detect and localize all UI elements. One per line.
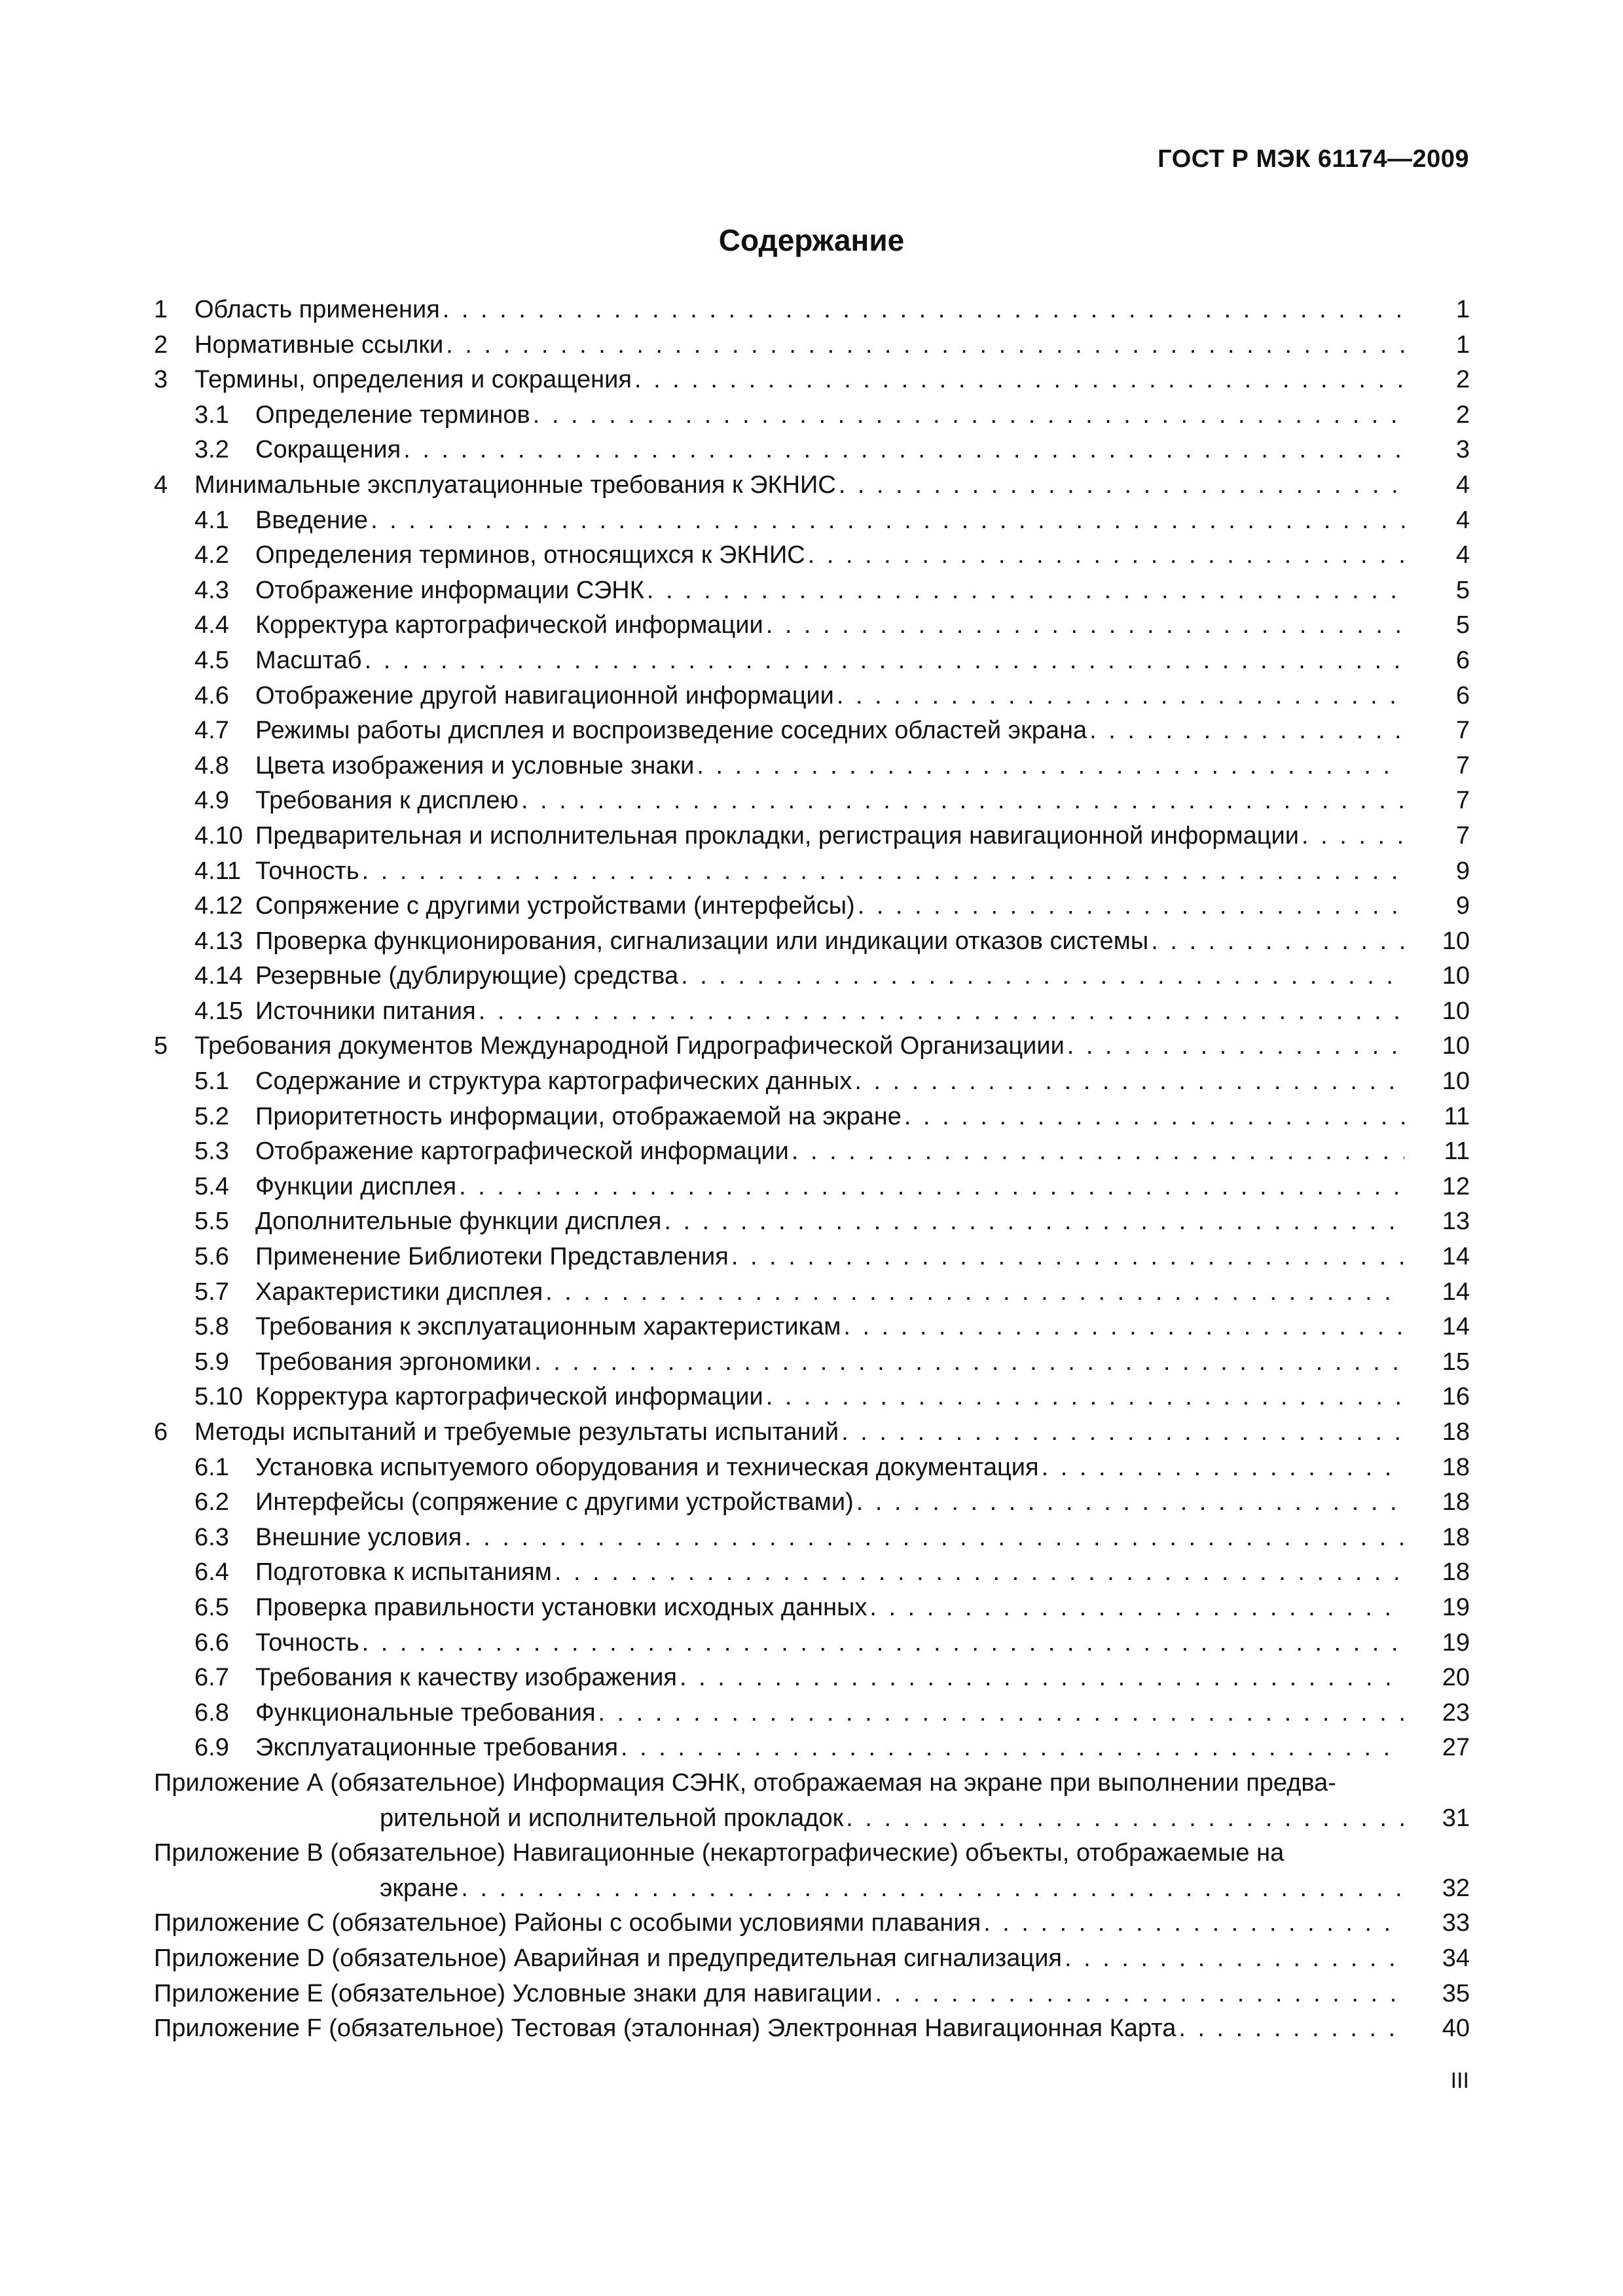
toc-entry-page: 10 xyxy=(1442,1032,1470,1060)
toc-entry-page: 15 xyxy=(1442,1348,1470,1376)
appendix-title: Приложение С (обязательное) Районы с особыми условиями плавания xyxy=(154,1909,981,1937)
dot-leader xyxy=(854,1064,1404,1100)
toc-entry-title: Отображение другой навигационной информации xyxy=(255,681,834,709)
toc-entry-title: Режимы работы дисплея и воспроизведение соседних областей экрана xyxy=(255,717,1087,745)
toc-entry-number: 4.9 xyxy=(194,787,229,815)
toc-entry xyxy=(154,1064,1470,1100)
toc-entry-page: 18 xyxy=(1442,1488,1470,1516)
toc-entry xyxy=(154,959,1470,994)
toc-entry-number: 6 xyxy=(154,1418,168,1446)
toc-entry-title: Проверка правильности установки исходных данных xyxy=(255,1593,867,1621)
dot-leader xyxy=(634,363,1404,398)
appendix-title: Приложение Е (обязательное) Условные знаки для навигации xyxy=(154,1979,873,2007)
toc-entry-number: 6.1 xyxy=(194,1453,229,1481)
toc-entry xyxy=(154,1100,1470,1135)
appendix-entry xyxy=(154,1941,1470,1977)
toc-entry-page: 19 xyxy=(1442,1628,1470,1657)
toc-entry-page: 3 xyxy=(1455,436,1470,464)
toc-entry-number: 4.2 xyxy=(194,541,229,569)
dot-leader xyxy=(858,889,1404,924)
toc-entry-page: 4 xyxy=(1455,506,1470,534)
toc-entry xyxy=(154,538,1470,573)
toc-entry xyxy=(154,889,1470,924)
toc-entry-title: Характеристики дисплея xyxy=(255,1278,543,1306)
toc-entry-number: 4.7 xyxy=(194,717,229,745)
toc-entry-page: 2 xyxy=(1455,366,1470,394)
toc-entry-number: 4.15 xyxy=(194,997,243,1025)
toc-entry xyxy=(154,1240,1470,1275)
appendix-page: 33 xyxy=(1442,1909,1470,1937)
toc-entry-number: 6.6 xyxy=(194,1628,229,1657)
toc-entry-number: 5 xyxy=(154,1032,168,1060)
dot-leader xyxy=(731,1240,1404,1275)
toc-entry xyxy=(154,1029,1470,1064)
toc-entry-title: Сопряжение с другими устройствами (интерфейсы) xyxy=(255,892,855,920)
toc-entry-title: Интерфейсы (сопряжение с другими устройствами) xyxy=(255,1488,854,1516)
table-of-contents xyxy=(154,293,1470,2047)
appendix-title: Приложение F (обязательное) Тестовая (эталонная) Электронная Навигационная Карта xyxy=(154,2015,1176,2043)
toc-entry xyxy=(154,1660,1470,1696)
toc-entry-number: 4.10 xyxy=(194,821,243,850)
toc-entry xyxy=(154,1380,1470,1415)
toc-entry-page: 5 xyxy=(1455,611,1470,639)
toc-entry-title: Термины, определения и сокращения xyxy=(194,366,632,394)
toc-entry-number: 5.4 xyxy=(194,1172,229,1200)
toc-entry-number: 4.12 xyxy=(194,892,243,920)
toc-entry-title: Предварительная и исполнительная прокладки, регистрация навигационной информации xyxy=(255,821,1300,850)
toc-entry-page: 10 xyxy=(1442,927,1470,955)
page-number: III xyxy=(1450,2068,1469,2093)
toc-entry-number: 3 xyxy=(154,366,168,394)
toc-entry-page: 14 xyxy=(1442,1278,1470,1306)
toc-entry-title: Эксплуатационные требования xyxy=(255,1734,619,1762)
toc-entry-title: Масштаб xyxy=(255,646,362,674)
toc-entry-page: 18 xyxy=(1442,1523,1470,1551)
document-code: ГОСТ Р МЭК 61174—2009 xyxy=(1158,145,1469,173)
dot-leader xyxy=(1302,819,1404,854)
toc-entry-number: 5.8 xyxy=(194,1313,229,1341)
toc-entry xyxy=(154,328,1470,363)
toc-entry-number: 4.6 xyxy=(194,681,229,709)
toc-entry-title: Применение Библиотеки Представления xyxy=(255,1243,729,1271)
toc-entry xyxy=(154,1731,1470,1766)
dot-leader xyxy=(362,1626,1404,1661)
dot-leader xyxy=(808,538,1404,573)
toc-entry-title: Введение xyxy=(255,506,369,534)
dot-leader xyxy=(461,1871,1404,1907)
toc-entry-title: Проверка функционирования, сигнализации или индикации отказов системы xyxy=(255,927,1149,955)
toc-entry-page: 14 xyxy=(1442,1243,1470,1271)
toc-entry-title: Требования эргономики xyxy=(255,1348,532,1376)
appendix-entry xyxy=(154,1836,1470,1871)
toc-entry xyxy=(154,854,1470,889)
toc-entry-page: 1 xyxy=(1455,296,1470,323)
toc-entry xyxy=(154,749,1470,784)
toc-entry-number: 4.4 xyxy=(194,611,229,639)
toc-entry-number: 5.3 xyxy=(194,1138,229,1166)
toc-entry-number: 1 xyxy=(154,296,168,323)
dot-leader xyxy=(1042,1450,1404,1486)
toc-entry-number: 5.6 xyxy=(194,1243,229,1271)
toc-entry-number: 5.7 xyxy=(194,1278,229,1306)
toc-entry-page: 7 xyxy=(1455,787,1470,815)
dot-leader xyxy=(846,1801,1404,1837)
toc-entry-title: Область применения xyxy=(194,296,440,323)
dot-leader xyxy=(371,503,1404,539)
toc-entry-title: Требования к дисплею xyxy=(255,787,519,815)
toc-entry-title: Содержание и структура картографических данных xyxy=(255,1067,852,1096)
dot-leader xyxy=(904,1100,1404,1135)
dot-leader xyxy=(869,1590,1404,1626)
toc-entry-title: Требования к эксплуатационным характеристикам xyxy=(255,1313,841,1341)
toc-entry-page: 18 xyxy=(1442,1418,1470,1446)
toc-entry-number: 6.4 xyxy=(194,1558,229,1587)
toc-entry-title: Функции дисплея xyxy=(255,1172,457,1200)
dot-leader xyxy=(1178,2011,1404,2047)
dot-leader xyxy=(365,643,1404,679)
dot-leader xyxy=(598,1696,1404,1731)
toc-entry-title: Дополнительные функции дисплея xyxy=(255,1208,662,1236)
dot-leader xyxy=(621,1731,1404,1766)
toc-entry xyxy=(154,608,1470,643)
toc-entry xyxy=(154,363,1470,398)
toc-entry-title: Подготовка к испытаниям xyxy=(255,1558,552,1587)
toc-entry xyxy=(154,433,1470,468)
toc-entry-number: 4.11 xyxy=(194,857,242,885)
toc-entry-number: 4.8 xyxy=(194,751,229,780)
toc-entry-page: 20 xyxy=(1442,1664,1470,1692)
appendix-page: 35 xyxy=(1442,1979,1470,2007)
appendix-entry xyxy=(154,2011,1470,2047)
toc-entry-page: 6 xyxy=(1455,646,1470,674)
dot-leader xyxy=(464,1520,1404,1556)
appendix-entry-continued xyxy=(154,1871,1470,1907)
toc-entry xyxy=(154,1590,1470,1626)
toc-entry xyxy=(154,1485,1470,1520)
toc-entry-title: Минимальные эксплуатационные требования к ЭКНИС xyxy=(194,471,836,499)
toc-entry-title: Цвета изображения и условные знаки xyxy=(255,751,695,780)
dot-leader xyxy=(403,433,1404,468)
appendix-entry xyxy=(154,1906,1470,1941)
dot-leader xyxy=(664,1204,1404,1240)
toc-entry xyxy=(154,1345,1470,1380)
toc-entry-number: 6.3 xyxy=(194,1523,229,1551)
toc-entry-number: 5.2 xyxy=(194,1102,229,1130)
toc-entry xyxy=(154,679,1470,714)
toc-entry-number: 3.2 xyxy=(194,436,229,464)
toc-entry-page: 7 xyxy=(1455,821,1470,850)
dot-leader xyxy=(843,1310,1404,1345)
toc-entry-title: Определения терминов, относящихся к ЭКНИС xyxy=(255,541,805,569)
toc-entry xyxy=(154,819,1470,854)
toc-entry-page: 18 xyxy=(1442,1453,1470,1481)
toc-entry-page: 9 xyxy=(1455,857,1470,885)
toc-entry-page: 16 xyxy=(1442,1383,1470,1411)
toc-entry-page: 12 xyxy=(1442,1172,1470,1200)
toc-entry-number: 6.8 xyxy=(194,1698,229,1727)
toc-entry-title: Корректура картографической информации xyxy=(255,1383,763,1411)
toc-entry-number: 4.1 xyxy=(194,506,229,534)
dot-leader xyxy=(362,854,1404,889)
toc-entry xyxy=(154,503,1470,539)
toc-entry xyxy=(154,643,1470,679)
toc-entry xyxy=(154,1134,1470,1170)
toc-entry-page: 7 xyxy=(1455,717,1470,745)
dot-leader xyxy=(681,959,1404,994)
toc-entry-number: 5.10 xyxy=(194,1383,243,1411)
page-title: Содержание xyxy=(718,223,905,257)
toc-entry xyxy=(154,398,1470,433)
dot-leader xyxy=(555,1555,1404,1590)
dot-leader xyxy=(443,293,1404,328)
toc-entry-page: 10 xyxy=(1442,997,1470,1025)
toc-entry-number: 4.13 xyxy=(194,927,243,955)
toc-entry-page: 4 xyxy=(1455,541,1470,569)
dot-leader xyxy=(1089,713,1404,749)
toc-entry-number: 5.9 xyxy=(194,1348,229,1376)
appendix-title-line1: Приложение В (обязательное) Навигационные (некартографические) объекты, отображаемые на xyxy=(154,1839,1285,1867)
appendix-title-line2: экране xyxy=(380,1874,459,1902)
toc-entry-number: 6.9 xyxy=(194,1734,229,1762)
dot-leader xyxy=(837,679,1404,714)
toc-entry-page: 23 xyxy=(1442,1698,1470,1727)
toc-entry-page: 11 xyxy=(1444,1102,1470,1130)
dot-leader xyxy=(459,1170,1404,1205)
toc-entry xyxy=(154,1310,1470,1345)
toc-entry-title: Требования к качеству изображения xyxy=(255,1664,677,1692)
toc-entry-page: 14 xyxy=(1442,1313,1470,1341)
dot-leader xyxy=(766,1380,1404,1415)
toc-entry-title: Функциональные требования xyxy=(255,1698,596,1727)
toc-entry-title: Сокращения xyxy=(255,436,401,464)
dot-leader xyxy=(856,1485,1404,1520)
toc-entry-number: 2 xyxy=(154,331,168,359)
toc-entry-title: Внешние условия xyxy=(255,1523,462,1551)
toc-entry-number: 4.3 xyxy=(194,576,229,604)
toc-entry-number: 6.5 xyxy=(194,1593,229,1621)
toc-entry-page: 10 xyxy=(1442,962,1470,990)
dot-leader xyxy=(875,1977,1405,2012)
toc-entry-number: 5.1 xyxy=(194,1067,229,1096)
toc-entry xyxy=(154,468,1470,503)
appendix-entry xyxy=(154,1977,1470,2012)
toc-entry-title: Отображение картографической информации xyxy=(255,1138,789,1166)
toc-entry-title: Отображение информации СЭНК xyxy=(255,576,644,604)
toc-entry-title: Требования документов Международной Гидрографической Организациии xyxy=(194,1032,1065,1060)
toc-entry-number: 3.1 xyxy=(194,401,229,429)
toc-entry xyxy=(154,783,1470,819)
toc-entry-title: Нормативные ссылки xyxy=(194,331,444,359)
toc-entry-page: 2 xyxy=(1455,401,1470,429)
toc-entry xyxy=(154,1696,1470,1731)
toc-entry-page: 13 xyxy=(1442,1208,1470,1236)
toc-entry xyxy=(154,924,1470,960)
dot-leader xyxy=(1067,1029,1404,1064)
toc-entry-number: 4 xyxy=(154,471,168,499)
toc-entry-title: Резервные (дублирующие) средства xyxy=(255,962,679,990)
toc-entry-title: Определение терминов xyxy=(255,401,530,429)
appendix-page: 31 xyxy=(1442,1804,1470,1832)
toc-entry-page: 18 xyxy=(1442,1558,1470,1587)
dot-leader xyxy=(533,398,1404,433)
appendix-title-line1: Приложение А (обязательное) Информация СЭНК, отображаемая на экране при выполнении предва- xyxy=(154,1768,1336,1797)
toc-entry xyxy=(154,1520,1470,1556)
toc-entry xyxy=(154,293,1470,328)
toc-entry xyxy=(154,1555,1470,1590)
appendix-page: 32 xyxy=(1442,1874,1470,1902)
appendix-entry-continued xyxy=(154,1801,1470,1837)
toc-entry-title: Точность xyxy=(255,1628,359,1657)
appendix-page: 40 xyxy=(1442,2015,1470,2043)
dot-leader xyxy=(1151,924,1404,960)
toc-entry-page: 7 xyxy=(1455,751,1470,780)
toc-entry xyxy=(154,713,1470,749)
dot-leader xyxy=(545,1275,1404,1310)
toc-entry-page: 10 xyxy=(1442,1067,1470,1096)
dot-leader xyxy=(680,1660,1404,1696)
toc-entry-page: 1 xyxy=(1455,331,1470,359)
dot-leader xyxy=(766,608,1404,643)
toc-entry-number: 6.7 xyxy=(194,1664,229,1692)
dot-leader xyxy=(534,1345,1404,1380)
toc-entry xyxy=(154,1415,1470,1450)
toc-entry xyxy=(154,1170,1470,1205)
toc-entry-title: Точность xyxy=(255,857,359,885)
toc-entry-number: 4.5 xyxy=(194,646,229,674)
toc-entry-page: 4 xyxy=(1455,471,1470,499)
toc-entry-page: 6 xyxy=(1455,681,1470,709)
toc-entry-page: 5 xyxy=(1455,576,1470,604)
dot-leader xyxy=(792,1134,1404,1170)
toc-entry-page: 19 xyxy=(1442,1593,1470,1621)
toc-entry-page: 27 xyxy=(1442,1734,1470,1762)
dot-leader xyxy=(521,783,1404,819)
dot-leader xyxy=(841,1415,1404,1450)
appendix-title: Приложение D (обязательное) Аварийная и предупредительная сигнализация xyxy=(154,1944,1062,1972)
dot-leader xyxy=(839,468,1404,503)
toc-entry xyxy=(154,1626,1470,1661)
dot-leader xyxy=(647,573,1404,609)
appendix-page: 34 xyxy=(1442,1944,1470,1972)
toc-entry xyxy=(154,1450,1470,1486)
dot-leader xyxy=(479,994,1404,1030)
toc-entry-number: 6.2 xyxy=(194,1488,229,1516)
toc-entry-title: Установка испытуемого оборудования и техническая документация xyxy=(255,1453,1039,1481)
toc-entry xyxy=(154,994,1470,1030)
toc-entry xyxy=(154,573,1470,609)
toc-entry-title: Источники питания xyxy=(255,997,476,1025)
toc-entry-title: Корректура картографической информации xyxy=(255,611,763,639)
toc-entry-page: 9 xyxy=(1455,892,1470,920)
dot-leader xyxy=(446,328,1404,363)
toc-entry xyxy=(154,1275,1470,1310)
dot-leader xyxy=(697,749,1404,784)
toc-entry-number: 5.5 xyxy=(194,1208,229,1236)
toc-entry-title: Приоритетность информации, отображаемой на экране xyxy=(255,1102,902,1130)
toc-entry-page: 11 xyxy=(1444,1138,1470,1166)
appendix-entry xyxy=(154,1766,1470,1801)
dot-leader xyxy=(1065,1941,1404,1977)
toc-entry xyxy=(154,1204,1470,1240)
appendix-title-line2: рительной и исполнительной прокладок xyxy=(380,1804,844,1832)
toc-entry-title: Методы испытаний и требуемые результаты испытаний xyxy=(194,1418,839,1446)
dot-leader xyxy=(983,1906,1404,1941)
toc-entry-number: 4.14 xyxy=(194,962,243,990)
